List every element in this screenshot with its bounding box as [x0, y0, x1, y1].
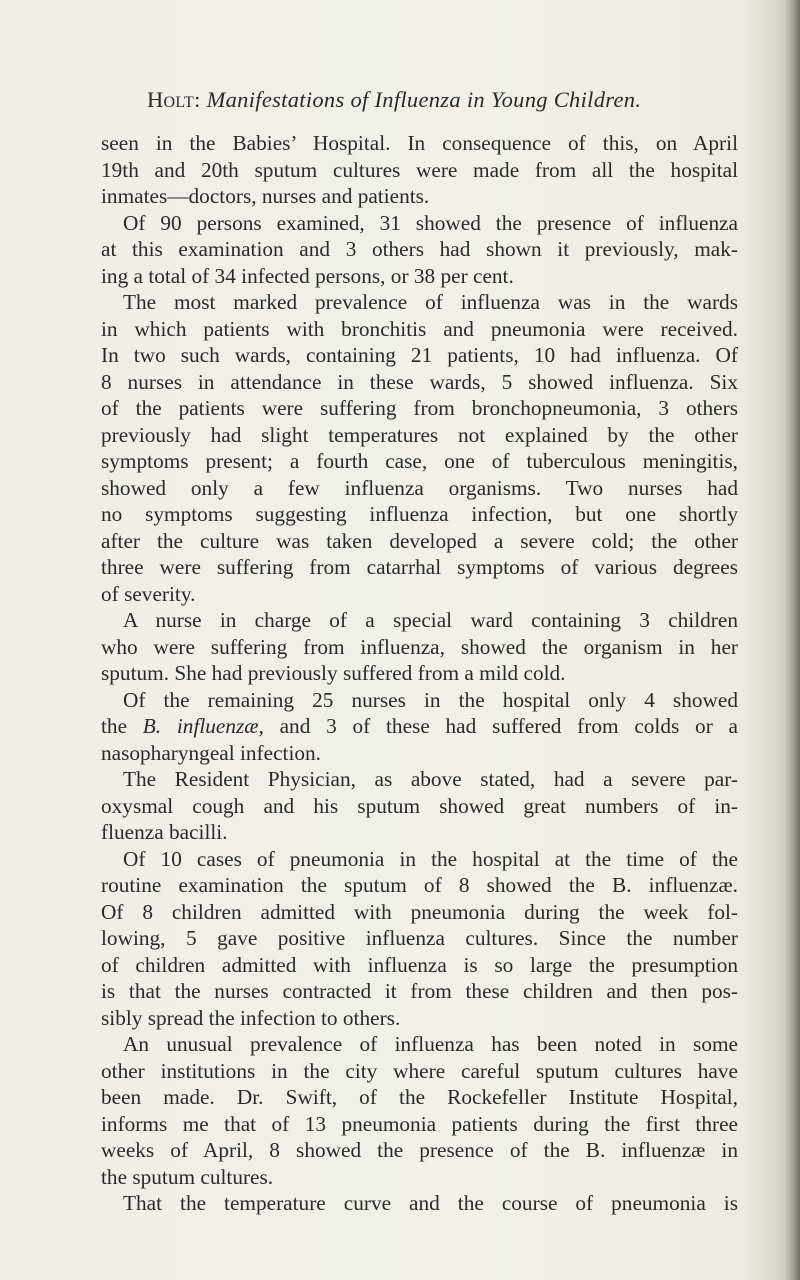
- page-edge-shadow: [786, 0, 800, 1280]
- text-line: routine examination the sputum of 8 showed the B. influenzæ.: [101, 873, 738, 897]
- text-line: [101, 713, 738, 740]
- text-line: nasopharyngeal infection.: [101, 740, 321, 765]
- text-line: sibly spread the infection to others.: [101, 1005, 401, 1030]
- text-line: An unusual prevalence of influenza has been noted in some: [123, 1032, 738, 1056]
- text-line: That the temperature curve and the course of pneumonia is: [123, 1191, 738, 1215]
- text-line: ing a total of 34 infected persons, or 38 per cent.: [101, 263, 514, 288]
- body-text: [101, 130, 738, 1217]
- text-line: other institutions in the city where careful sputum cultures have: [101, 1058, 738, 1083]
- text-line: at this examination and 3 others had shown it previously, mak-: [101, 237, 738, 261]
- text-segment: and 3 of these had suffered from colds or a: [263, 714, 738, 738]
- text-line: of the patients were suffering from bronchopneumonia, 3 others: [101, 396, 738, 420]
- text-line: inmates—doctors, nurses and patients.: [101, 184, 430, 208]
- text-line: lowing, 5 gave positive influenza cultures. Since the number: [101, 926, 738, 950]
- text-segment: the: [101, 714, 143, 738]
- text-line: symptoms present; a fourth case, one of tuberculous meningitis,: [101, 449, 738, 473]
- text-line: weeks of April, 8 showed the presence of the B. influenzæ in: [101, 1138, 738, 1162]
- italic-term: B. influenzæ,: [142, 714, 264, 738]
- text-line: informs me that of 13 pneumonia patients during the first three: [101, 1111, 738, 1136]
- text-line: sputum. She had previously suffered from a mild cold.: [101, 661, 566, 685]
- header-author: Holt: [147, 87, 195, 112]
- text-line: 19th and 20th sputum cultures were made from all the hospital: [101, 157, 738, 182]
- header-title: Manifestations of Influenza in Young Children.: [206, 87, 642, 112]
- text-line: no symptoms suggesting influenza infection, but one shortly: [101, 502, 738, 526]
- text-line: three were suffering from catarrhal symptoms of various degrees: [101, 555, 738, 579]
- text-line: who were suffering from influenza, showed the organism in her: [101, 634, 738, 659]
- header-separator: :: [194, 87, 207, 112]
- text-line: of severity.: [101, 581, 196, 606]
- text-line: seen in the Babies’ Hospital. In consequence of this, on April: [101, 131, 738, 155]
- text-line: after the culture was taken developed a severe cold; the other: [101, 528, 738, 553]
- text-line: Of the remaining 25 nurses in the hospital only 4 showed: [123, 687, 738, 712]
- text-line: in which patients with bronchitis and pneumonia were received.: [101, 316, 738, 341]
- text-line: fluenza bacilli.: [101, 820, 228, 844]
- text-line: The most marked prevalence of influenza was in the wards: [123, 290, 738, 314]
- text-line: is that the nurses contracted it from these children and then pos-: [101, 979, 738, 1003]
- text-line: Of 10 cases of pneumonia in the hospital at the time of the: [123, 846, 738, 871]
- text-line: previously had slight temperatures not explained by the other: [101, 422, 738, 447]
- text-line: oxysmal cough and his sputum showed great numbers of in-: [101, 793, 738, 818]
- text-line: 8 nurses in attendance in these wards, 5 showed influenza. Six: [101, 369, 738, 394]
- text-line: the sputum cultures.: [101, 1164, 274, 1189]
- text-line: In two such wards, containing 21 patients, 10 had influenza. Of: [101, 343, 738, 367]
- text-line: Of 90 persons examined, 31 showed the presence of influenza: [123, 210, 738, 235]
- text-line: Of 8 children admitted with pneumonia during the week fol-: [101, 899, 738, 924]
- text-line: been made. Dr. Swift, of the Rockefeller Institute Hospital,: [101, 1085, 738, 1109]
- running-header: [147, 87, 747, 113]
- text-line: of children admitted with influenza is so large the presumption: [101, 952, 738, 977]
- text-line: A nurse in charge of a special ward containing 3 children: [123, 608, 738, 632]
- text-line: showed only a few influenza organisms. Two nurses had: [101, 475, 738, 500]
- text-line: The Resident Physician, as above stated, had a severe par-: [123, 767, 738, 791]
